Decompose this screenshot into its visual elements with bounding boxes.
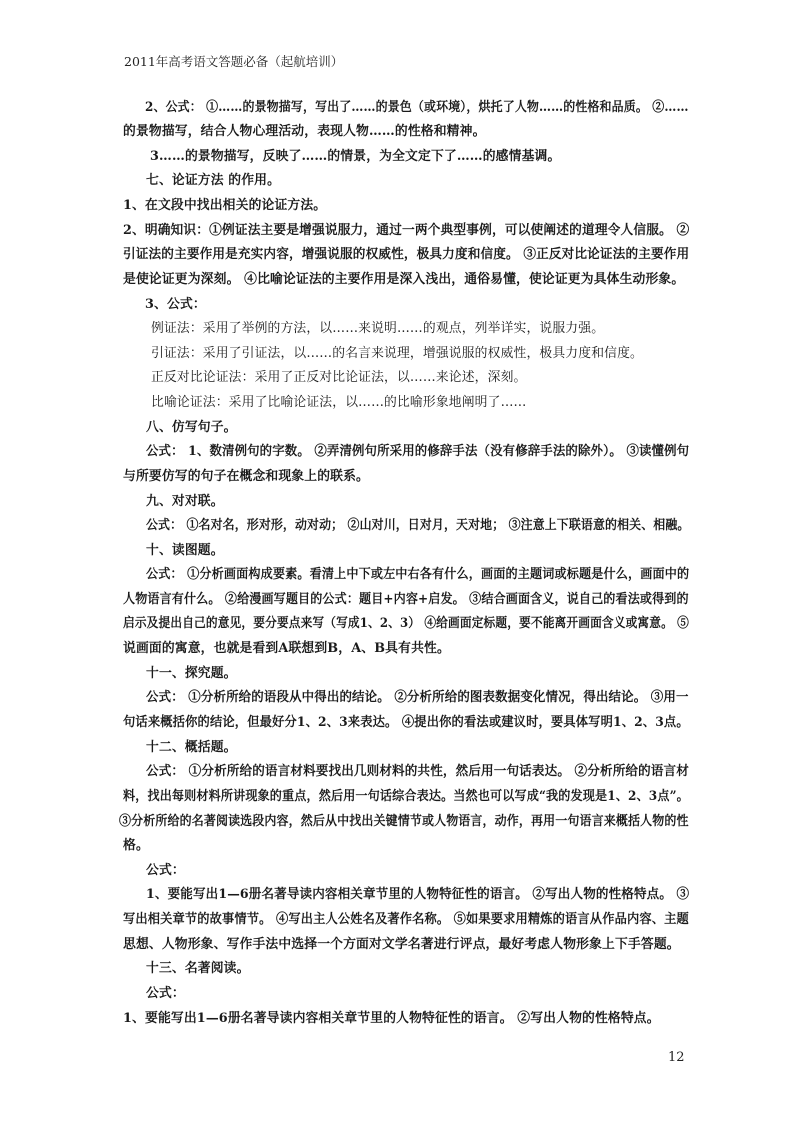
text-line: 公式： ①名对名，形对形，动对动； ②山对川，日对月，天对地； ③注意上下联语意的相关、相融。 (146, 518, 690, 533)
text-line: 是使论证更为深刻。 ④比喻论证法的主要作用是深入浅出，通俗易懂，使论证更为具体生动形象。 (123, 272, 685, 287)
text-line: 2、公式： ①……的景物描写，写出了……的景色（或环境），烘托了人物……的性格和品质。 ②…… (145, 100, 689, 115)
text-line: 句话来概括你的结论，但最好分1、2、3来表达。 ④提出你的看法或建议时，要具体写明1、2、3点。 (123, 715, 689, 730)
text-line: 比喻论证法：采用了比喻论证法，以……的比喻形象地阐明了…… (151, 395, 527, 410)
section-heading: 十一、探究题。 (146, 666, 237, 681)
text-line: ③分析所给的名著阅读选段内容，然后从中找出关键情节或人物语言，动作，再用一句语言来概括人物的性 (119, 814, 689, 829)
text-line: 正反对比论证法：采用了正反对比论证法，以……来论述，深刻。 (151, 370, 527, 385)
text-line: 引证法的主要作用是充实内容，增强说服的权威性，极具力度和信度。 ③正反对比论证法的主要作用 (123, 247, 690, 262)
text-line: 1、要能写出1—6册名著导读内容相关章节里的人物特征性的语言。 ②写出人物的性格特点。 (123, 1011, 660, 1026)
section-heading: 七、论证方法 的作用。 (146, 173, 281, 188)
page-header: 2011年高考语文答题必备（起航培训） (124, 54, 344, 69)
text-line: 料，找出每则材料所讲现象的重点，然后用一句话综合表达。当然也可以写成“我的发现是1、2、3点”。 (123, 789, 689, 804)
text-line: 公式： ①分析所给的语言材料要找出几则材料的共性，然后用一句话表达。 ②分析所给的语言材 (146, 764, 689, 779)
text-line: 说画面的寓意，也就是看到A联想到B，A、B具有共性。 (123, 641, 450, 656)
text-line: 1、在文段中找出相关的论证方法。 (123, 198, 327, 213)
text-line: 例证法：采用了举例的方法，以……来说明……的观点，列举详实，说服力强。 (151, 321, 605, 336)
text-line: 公式： ①分析所给的语段从中得出的结论。 ②分析所给的图表数据变化情况，得出结论。 ③用一 (146, 690, 689, 705)
section-heading: 九、对对联。 (146, 494, 224, 509)
text-line: 2、明确知识：①例证法主要是增强说服力，通过一两个典型事例，可以使阐述的道理令人信服。 ② (123, 223, 690, 238)
text-line: 公式： 1、数清例句的字数。 ②弄清例句所采用的修辞手法（没有修辞手法的除外）。 ③读懂例句 (146, 444, 690, 459)
text-line: 写出相关章节的故事情节。 ④写出主人公姓名及著作名称。 ⑤如果要求用精炼的语言从作品内容、主题 (123, 912, 689, 927)
text-line: 引证法：采用了引证法，以……的名言来说理，增强说服的权威性，极具力度和信度。 (151, 346, 643, 361)
text-line: 公式： (146, 863, 185, 878)
text-line: 与所要仿写的句子在概念和现象上的联系。 (123, 469, 369, 484)
section-heading: 十三、名著阅读。 (146, 961, 250, 976)
text-line: 的景物描写，结合人物心理活动，表现人物……的性格和精神。 (123, 124, 486, 139)
page-number: 12 (668, 1050, 685, 1065)
text-line: 1、要能写出1—6册名著导读内容相关章节里的人物特征性的语言。 ②写出人物的性格特点。 ③ (146, 887, 690, 902)
text-line: 格。 (123, 838, 149, 853)
text-line: 3、公式： (145, 297, 206, 312)
text-line: 3……的景物描写，反映了……的情景，为全文定下了……的感情基调。 (150, 149, 561, 164)
text-line: 启示及提出自己的意见，要分要点来写（写成1、2、3） ④给画面定标题，要不能离开画面含义或寓意。 ⑤ (123, 616, 689, 631)
section-heading: 八、仿写句子。 (146, 420, 237, 435)
text-line: 公式： (146, 986, 185, 1001)
text-line: 思想、人物形象、写作手法中选择一个方面对文学名著进行评点，最好考虑人物形象上下手答题。 (123, 937, 680, 952)
text-line: 公式： ①分析画面构成要素。看清上中下或左中右各有什么，画面的主题词或标题是什么，画面中的 (146, 567, 690, 582)
section-heading: 十、读图题。 (146, 543, 224, 558)
section-heading: 十二、概括题。 (146, 740, 237, 755)
text-line: 人物语言有什么。 ②给漫画写题目的公式：题目+内容+启发。 ③结合画面含义，说自己的看法或得到的 (123, 592, 689, 607)
